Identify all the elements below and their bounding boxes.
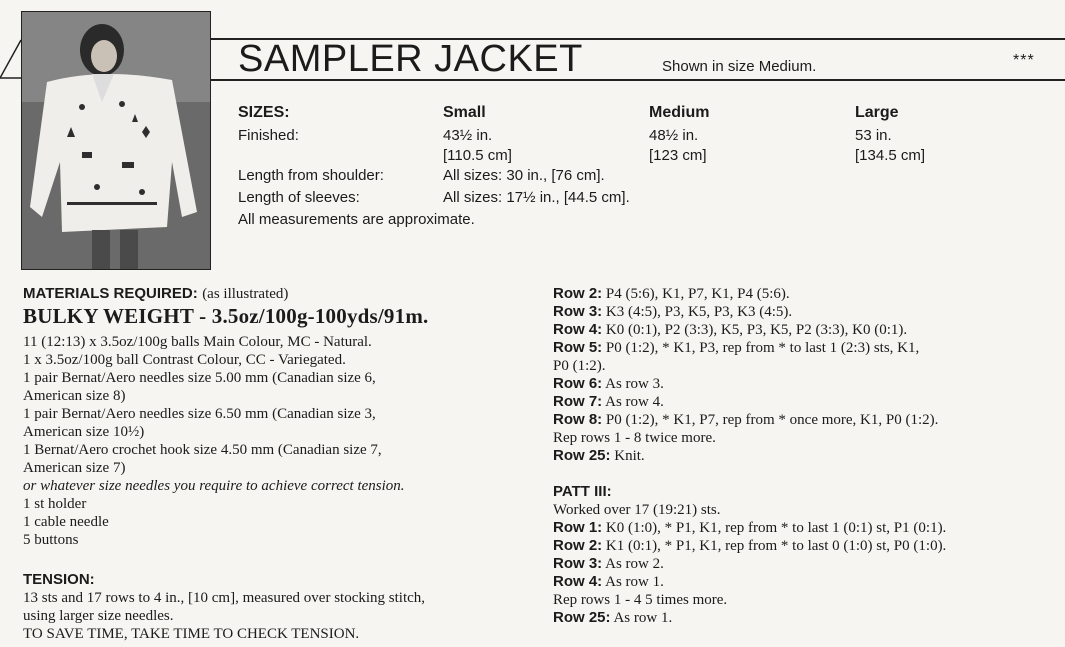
table-row: Row 3: As row 2. (553, 555, 664, 572)
difficulty-rating: *** (1013, 52, 1035, 69)
table-row: Row 25: Knit. (553, 447, 645, 464)
length-shoulder-value: All sizes: 30 in., [76 cm]. (443, 167, 605, 184)
patt3-heading: PATT III: (553, 483, 612, 500)
list-item: American size 10½) (23, 424, 145, 440)
table-row: P0 (1:2). (553, 358, 606, 374)
table-row: Rep rows 1 - 8 twice more. (553, 430, 716, 446)
list-item: 1 Bernat/Aero crochet hook size 4.50 mm (Canadian size 7, (23, 442, 382, 458)
table-row: Rep rows 1 - 4 5 times more. (553, 592, 728, 608)
table-row: Row 4: K0 (0:1), P2 (3:3), K5, P3, K5, P2 (3:3), K0 (0:1). (553, 321, 908, 338)
list-item: 1 cable needle (23, 514, 109, 530)
list-item: 1 pair Bernat/Aero needles size 6.50 mm (Canadian size 3, (23, 406, 376, 422)
sizes-heading: SIZES: (238, 104, 290, 121)
list-item: or whatever size needles you require to achieve correct tension. (23, 478, 405, 494)
materials-heading: MATERIALS REQUIRED: (23, 285, 198, 302)
patt3-rows (553, 501, 946, 627)
list-item: 1 st holder (23, 496, 87, 512)
table-row: Row 6: As row 3. (553, 375, 664, 392)
table-row: Row 25: As row 1. (553, 609, 673, 626)
page-title: SAMPLER JACKET (238, 38, 583, 80)
finished-small: 43½ in. [110.5 cm] (443, 127, 512, 164)
table-row: Row 2: P4 (5:6), K1, P7, K1, P4 (5:6). (553, 285, 790, 302)
patt3-intro: Worked over 17 (19:21) sts. (553, 502, 721, 518)
table-row: Row 1: K0 (1:0), * P1, K1, rep from * to last 1 (0:1) st, P1 (0:1). (553, 519, 947, 536)
table-row: Row 5: P0 (1:2), * K1, P3, rep from * to last 1 (2:3) sts, K1, (553, 339, 920, 356)
tension-text: 13 sts and 17 rows to 4 in., [10 cm], measured over stocking stitch, using larger size needles. TO SAVE TIME, TAKE TIME TO CHECK TENSION. (23, 590, 426, 642)
table-row: Row 2: K1 (0:1), * P1, K1, rep from * to last 0 (1:0) st, P0 (1:0). (553, 537, 947, 554)
finished-medium: 48½ in. [123 cm] (649, 127, 707, 164)
list-item: 1 pair Bernat/Aero needles size 5.00 mm (Canadian size 6, (23, 370, 376, 386)
length-sleeves-label: Length of sleeves: (238, 189, 360, 206)
length-sleeves-value: All sizes: 17½ in., [44.5 cm]. (443, 189, 630, 206)
list-item: 5 buttons (23, 532, 79, 548)
list-item: American size 8) (23, 388, 126, 404)
finished-large: 53 in. [134.5 cm] (855, 127, 926, 164)
size-col-medium: Medium (649, 104, 710, 121)
shown-in-size: Shown in size Medium. (662, 58, 817, 75)
materials-heading-row (23, 285, 288, 303)
table-row: Row 4: As row 1. (553, 573, 664, 590)
materials-list (23, 333, 405, 549)
table-row: Row 8: P0 (1:2), * K1, P7, rep from * once more, K1, P0 (1:2). (553, 411, 939, 428)
list-item: American size 7) (23, 460, 126, 476)
length-shoulder-label: Length from shoulder: (238, 167, 384, 184)
measurements-note: All measurements are approximate. (238, 211, 475, 228)
size-col-large: Large (855, 104, 899, 121)
size-col-small: Small (443, 104, 486, 121)
tension-heading: TENSION: (23, 571, 95, 588)
list-item: 11 (12:13) x 3.5oz/100g balls Main Colour, MC - Natural. (23, 334, 372, 350)
table-row: Row 3: K3 (4:5), P3, K5, P3, K3 (4:5). (553, 303, 793, 320)
yarn-weight: BULKY WEIGHT - 3.5oz/100g-100yds/91m. (23, 304, 429, 328)
materials-heading-note: (as illustrated) (202, 286, 289, 302)
band-chevron (0, 38, 210, 83)
list-item: 1 x 3.5oz/100g ball Contrast Colour, CC - Variegated. (23, 352, 346, 368)
table-row: Row 7: As row 4. (553, 393, 664, 410)
finished-label: Finished: (238, 127, 299, 144)
patt2-rows (553, 285, 938, 465)
